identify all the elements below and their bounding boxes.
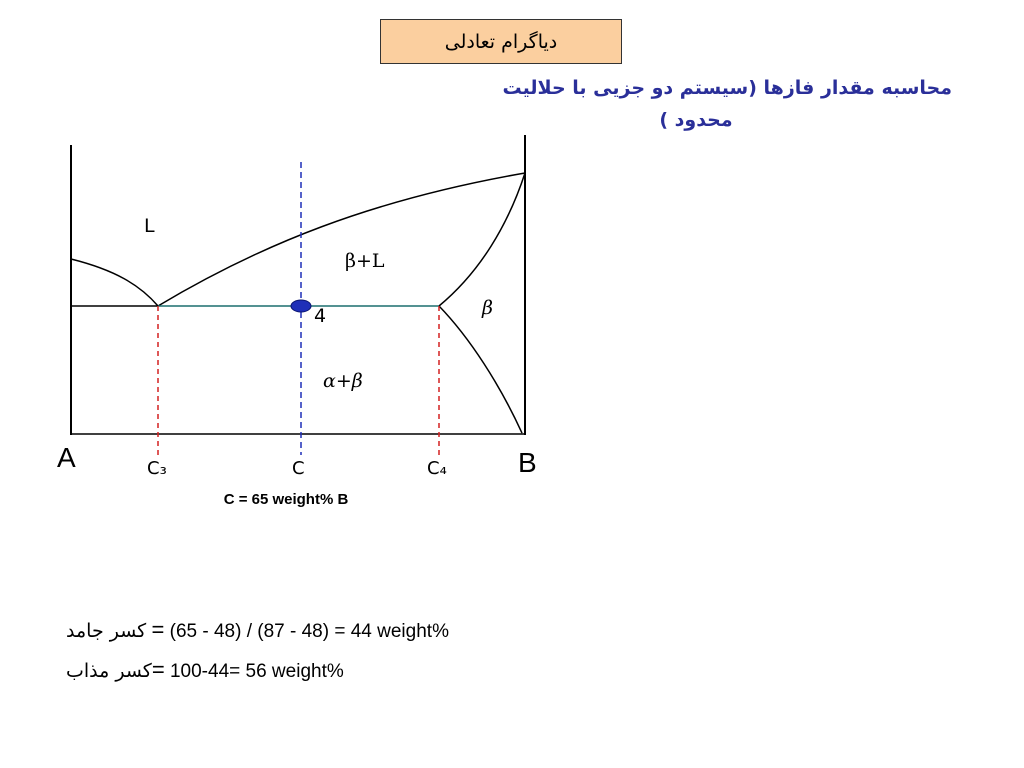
right-liquidus-curve: [158, 173, 525, 306]
region-label-beta: β: [482, 297, 493, 319]
solid-fraction-expression: (65 - 48) / (87 - 48) = 44 weight%: [169, 621, 449, 642]
subtitle-line-2: محدود ): [659, 109, 733, 131]
solid-fraction-formula: [66, 617, 449, 643]
tick-label-c3: C₃: [147, 458, 167, 479]
liquid-fraction-equals: =: [151, 657, 165, 682]
region-label-l: L: [144, 215, 155, 237]
liquid-fraction-formula: [66, 657, 344, 683]
subtitle-line-1: محاسبه مقدار فازها (سیستم دو جزیی با حلالیت: [502, 77, 952, 99]
solid-fraction-equals: =: [151, 617, 165, 642]
tick-label-c: C: [292, 458, 305, 479]
composition-point: [291, 300, 311, 312]
point-label: 4: [314, 305, 327, 327]
composition-caption: C = 65 weight% B: [223, 491, 349, 508]
solid-fraction-label: کسر جامد: [66, 620, 147, 642]
diagram-title: دیاگرام تعادلی: [444, 30, 558, 53]
liquid-fraction-expression: 100-44= 56 weight%: [169, 661, 344, 682]
tick-label-c4: C₄: [427, 458, 447, 479]
axis-label-b: B: [518, 447, 537, 478]
liquid-fraction-label: کسر مذاب: [66, 660, 152, 682]
region-label-alpha-beta: α+β: [323, 370, 363, 392]
region-label-beta-l: β+L: [345, 250, 385, 272]
beta-solidus-curve: [439, 173, 525, 306]
beta-solvus-curve: [439, 306, 522, 433]
left-liquidus-curve: [71, 259, 158, 306]
axis-label-a: A: [57, 442, 76, 473]
